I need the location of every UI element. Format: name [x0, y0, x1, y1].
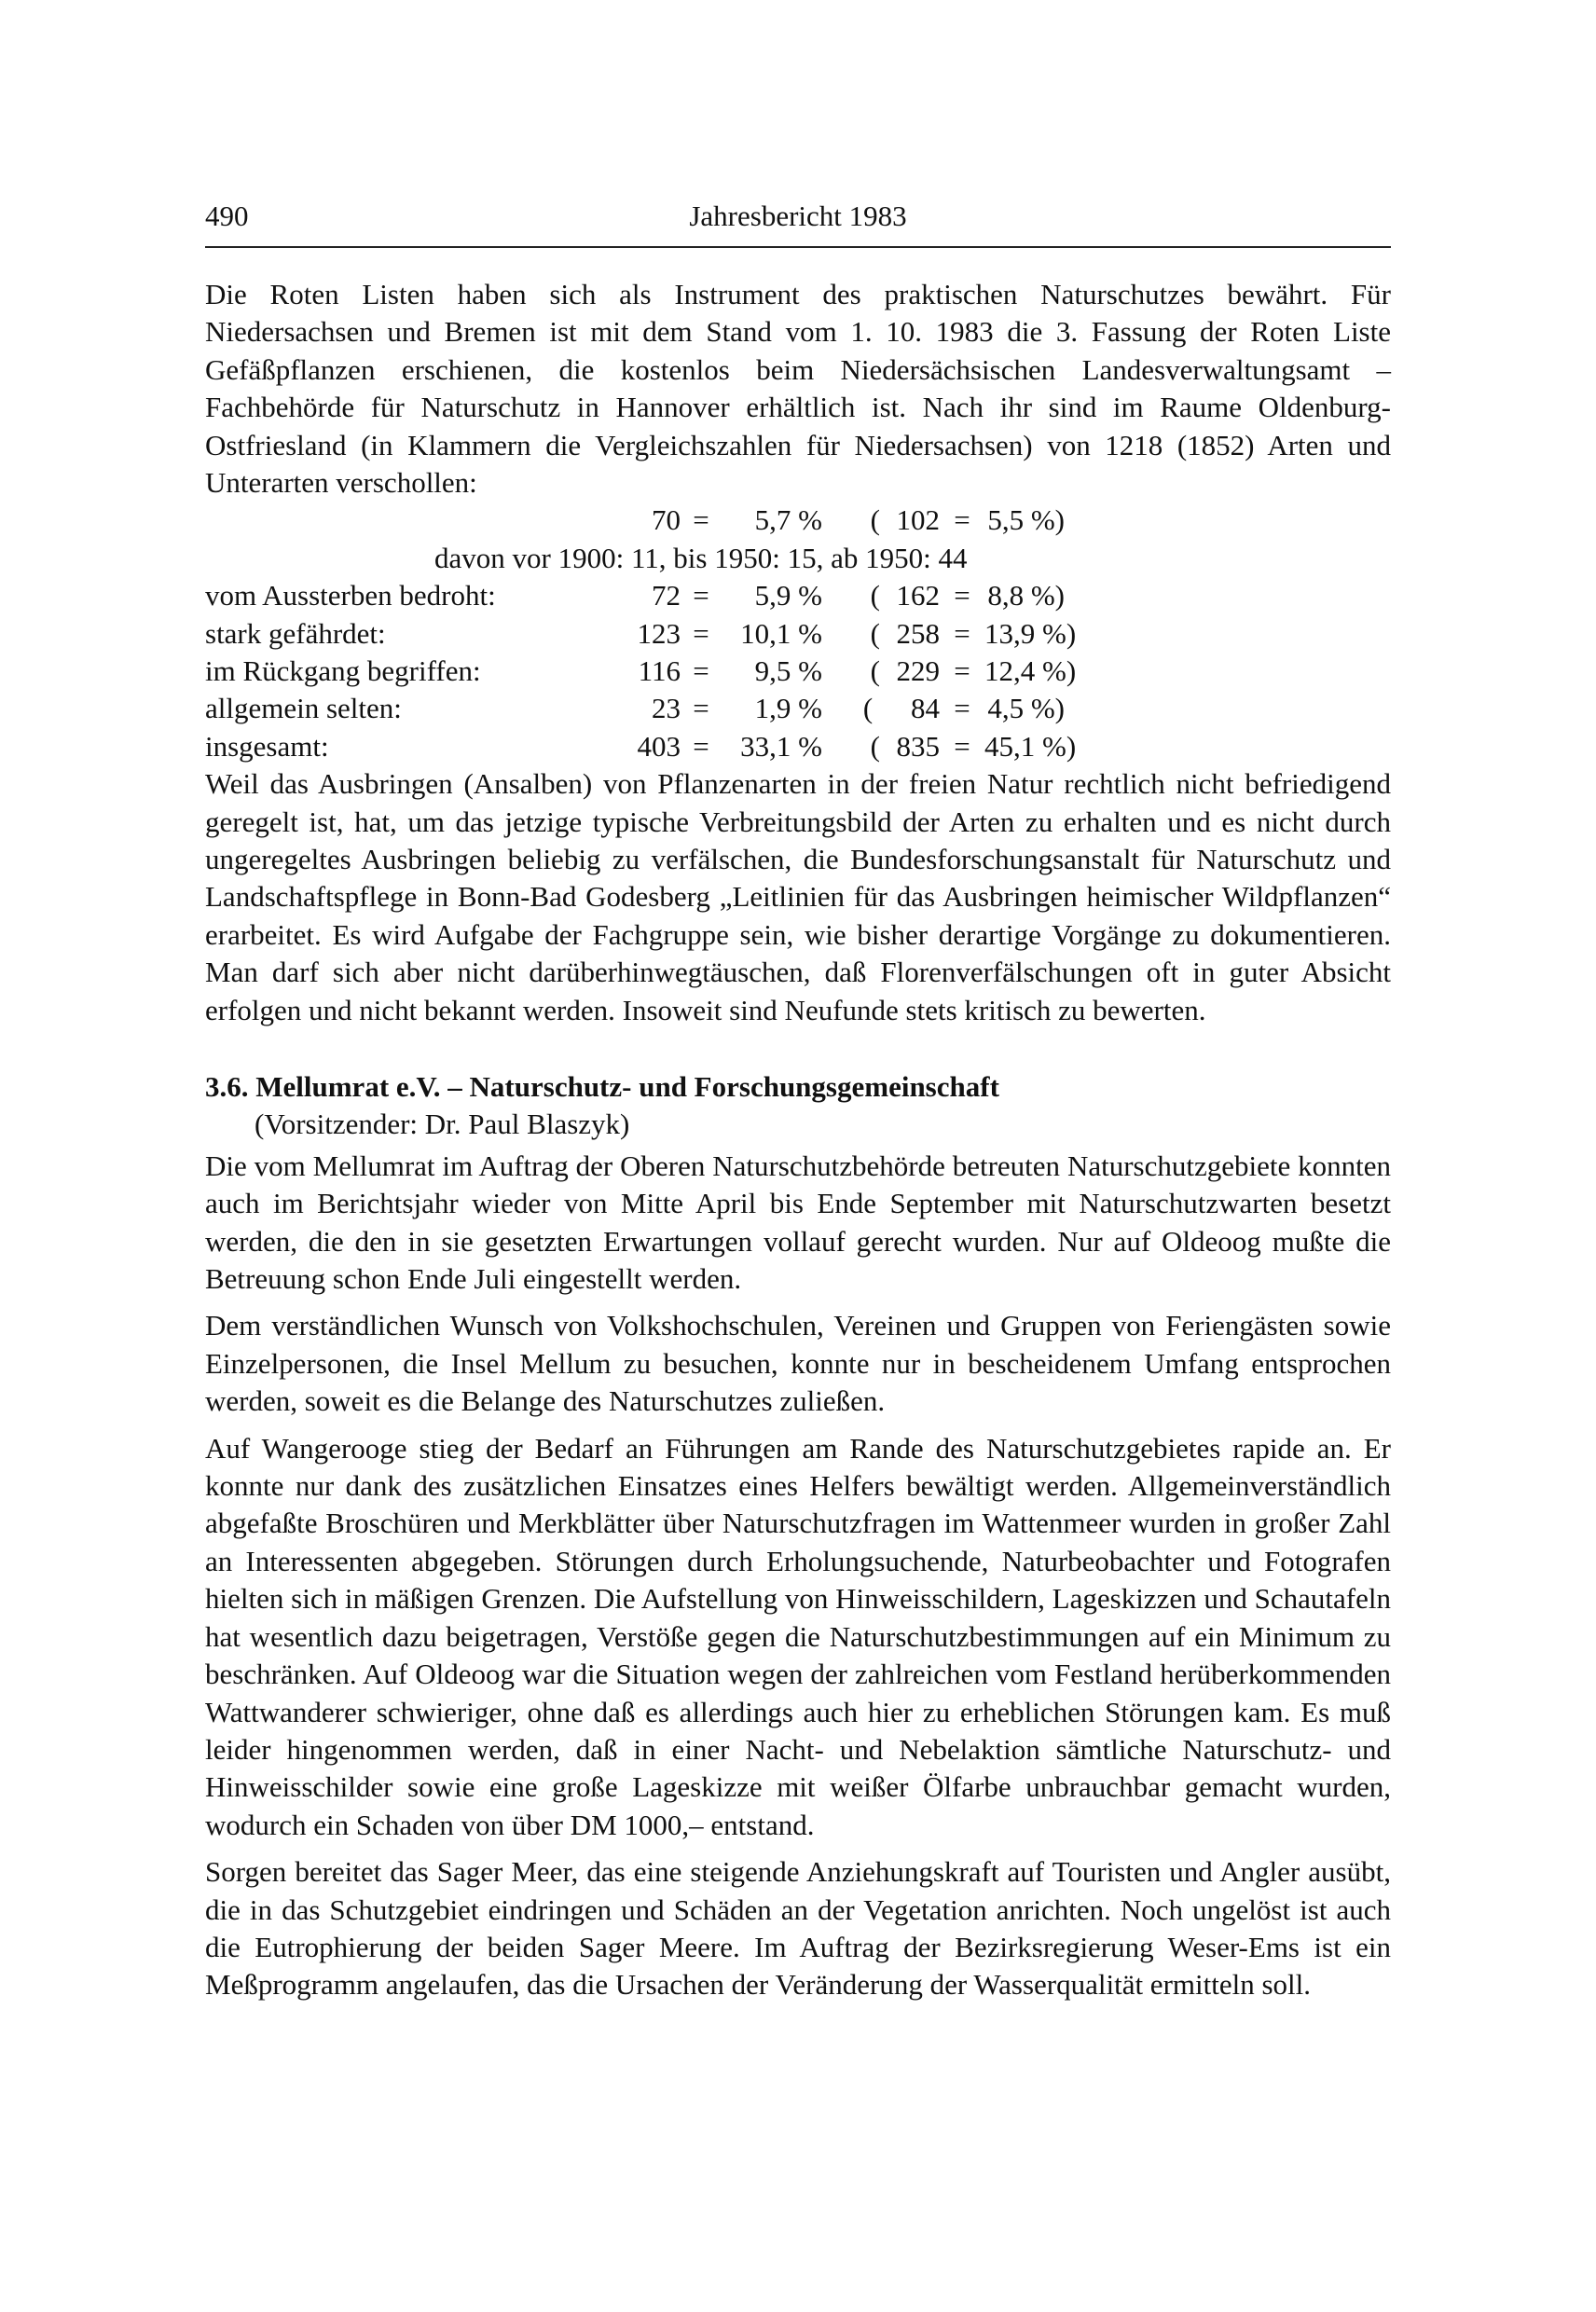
section-heading	[205, 1068, 1391, 1106]
stats-count-niedersachsen: 162	[896, 579, 940, 612]
stats-equals: =	[954, 692, 970, 725]
stats-equals: =	[693, 616, 709, 650]
body-paragraph: Die vom Mellumrat im Auftrag der Oberen Naturschutzbehörde betreuten Naturschutzgebiete konnten auch im Berichtsjahr wieder von Mitte April bis Ende September mit Naturschutzwarten besetzt werden, die den in sie gesetzten Erwartungen vollauf gerecht wurden. Nur auf Oldeoog mußte die Betreuung schon Ende Juli eingestellt werden.	[205, 1149, 1391, 1296]
stats-count: 116	[638, 654, 681, 687]
stats-percent: 5,7 %	[754, 503, 822, 537]
stats-count: 403	[637, 729, 681, 763]
stats-row-selten	[205, 690, 1391, 727]
stats-equals: =	[693, 692, 709, 725]
stats-row-verschollen	[205, 502, 1391, 539]
page-number: 490	[205, 200, 249, 232]
stats-label: stark gefährdet:	[205, 616, 386, 650]
stats-open-paren: (	[870, 654, 880, 687]
stats-open-paren: (	[870, 579, 880, 612]
ausbringen-paragraph: Weil das Ausbringen (Ansalben) von Pflanzenarten in der freien Natur rechtlich nicht befriedigend geregelt ist, hat, um das jetzige typische Verbreitungsbild der Arten zu erhalten und es nicht durch ungeregeltes Ausbringen beliebig zu verfälschen, die Bundesforschungsanstalt für Naturschutz und Landschaftspflege in Bonn-Bad Godesberg „Leitlinien für das Ausbringen heimischer Wildpflanzen“ erarbeitet. Es wird Aufgabe der Fachgruppe sein, wie bisher derartige Vorgänge zu dokumentieren. Man darf sich aber nicht darüberhinwegtäuschen, daß Florenverfälschungen oft in guter Absicht erfolgen und nicht bekannt werden. Insoweit sind Neufunde stets kritisch zu bewerten.	[205, 767, 1391, 1026]
body-paragraph: Dem verständlichen Wunsch von Volkshochschulen, Vereinen und Gruppen von Feriengästen sowie Einzelpersonen, die Insel Mellum zu besuchen, konnte nur in bescheidenem Umfang entsprochen werden, soweit es die Belange des Naturschutzes zuließen.	[205, 1309, 1391, 1418]
stats-percent: 33,1 %	[740, 729, 822, 763]
body-paragraph: Auf Wangerooge stieg der Bedarf an Führungen am Rande des Naturschutzgebietes rapide an. Er konnte nur dank des zusätzlichen Einsatzes eines Helfers bewältigt werden. Allgemeinverständlich abgefaßte Broschüren und Merkblätter über Naturschutzfragen im Wattenmeer wurden in großer Zahl an Interessenten abgegeben. Störungen durch Erholungsuchende, Naturbeobachter und Fotografen hielten sich in mäßigen Grenzen. Die Aufstellung von Hinweisschildern, Lageskizzen und Schautafeln hat wesentlich dazu beigetragen, Verstöße gegen die Naturschutzbestimmungen auf ein Minimum zu beschränken. Auf Oldeoog war die Situation wegen der zahlreichen vom Festland herüberkommenden Wattwanderer schwieriger, ohne daß es allerdings auch hier zu erheblichen Störungen kam. Es muß leider hingenommen werden, daß in einer Nacht- und Nebelaktion sämtliche Naturschutz- und Hinweisschilder sowie eine große Lageskizze mit weißer Ölfarbe unbrauchbar gemacht wurden, wodurch ein Schaden von über DM 1000,– entstand.	[205, 1431, 1391, 1841]
stats-percent: 9,5 %	[754, 654, 822, 687]
stats-note: davon vor 1900: 11, bis 1950: 15, ab 1950: 44	[434, 541, 968, 574]
stats-count-niedersachsen: 258	[896, 616, 940, 650]
stats-row-gefaehrdet	[205, 615, 1391, 653]
stats-equals: =	[693, 579, 709, 612]
stats-percent-niedersachsen: 5,5 %)	[987, 503, 1065, 537]
stats-row-insgesamt	[205, 728, 1391, 765]
stats-count: 23	[652, 692, 681, 725]
stats-open-paren: (	[862, 692, 880, 725]
body-paragraph: Sorgen bereitet das Sager Meer, das eine steigende Anziehungskraft auf Touristen und Angler ausübt, die in das Schutzgebiet eindringen und Schäden an der Vegetation anrichten. Noch ungelöst ist auch die Eutrophierung der beiden Sager Meere. Im Auftrag der Bezirksregierung Weser-Ems ist ein Meßprogramm angelaufen, das die Ursachen der Veränderung der Wasserqualität ermitteln soll.	[205, 1855, 1391, 2002]
stats-note-row	[205, 540, 1391, 577]
stats-percent-niedersachsen: 8,8 %)	[987, 579, 1065, 612]
stats-label: insgesamt:	[205, 729, 329, 763]
stats-percent-niedersachsen: 45,1 %)	[984, 729, 1077, 763]
stats-equals: =	[693, 654, 709, 687]
stats-count: 123	[637, 616, 681, 650]
stats-open-paren: (	[870, 616, 880, 650]
section-chair: (Vorsitzender: Dr. Paul Blaszyk)	[255, 1108, 630, 1141]
extinction-statistics	[205, 502, 1391, 765]
stats-percent: 5,9 %	[754, 579, 822, 612]
stats-percent-niedersachsen: 12,4 %)	[984, 654, 1077, 687]
stats-open-paren: (	[870, 503, 880, 537]
stats-label	[205, 502, 578, 539]
stats-percent: 10,1 %	[740, 616, 822, 650]
stats-count-niedersachsen: 102	[896, 503, 940, 537]
stats-count: 70	[652, 503, 681, 537]
intro-paragraph: Die Roten Listen haben sich als Instrument des praktischen Naturschutzes bewährt. Für Niedersachsen und Bremen ist mit dem Stand vom 1. 10. 1983 die 3. Fassung der Roten Liste Gefäßpflanzen erschienen, die kostenlos beim Niedersächsischen Landesverwaltungsamt – Fachbehörde für Naturschutz in Hannover erhältlich ist. Nach ihr sind im Raume Oldenburg-Ostfriesland (in Klammern die Vergleichszahlen für Niedersachsen) von 1218 (1852) Arten und Unterarten verschollen:	[205, 278, 1391, 500]
stats-row-rueckgang	[205, 653, 1391, 690]
stats-equals: =	[954, 503, 970, 537]
stats-count-niedersachsen: 84	[911, 692, 940, 725]
stats-count-niedersachsen: 835	[896, 729, 940, 763]
running-title: Jahresbericht 1983	[689, 200, 907, 232]
stats-percent: 1,9 %	[754, 692, 822, 725]
stats-percent-niedersachsen: 13,9 %)	[984, 616, 1077, 650]
stats-label: im Rückgang begriffen:	[205, 654, 481, 687]
section-title: 3.6. Mellumrat e.V. – Naturschutz- und Forschungsgemeinschaft	[205, 1070, 999, 1104]
stats-open-paren: (	[870, 729, 880, 763]
stats-row-bedroht	[205, 577, 1391, 614]
stats-count-niedersachsen: 229	[896, 654, 940, 687]
stats-label: vom Aussterben bedroht:	[205, 579, 496, 612]
stats-equals: =	[693, 729, 709, 763]
stats-equals: =	[954, 654, 970, 687]
stats-equals: =	[954, 729, 970, 763]
stats-equals: =	[954, 579, 970, 612]
page-body	[205, 276, 1391, 2004]
running-header	[205, 194, 1391, 248]
stats-equals: =	[693, 503, 709, 537]
stats-percent-niedersachsen: 4,5 %)	[987, 692, 1065, 725]
stats-label: allgemein selten:	[205, 692, 402, 725]
stats-equals: =	[954, 616, 970, 650]
stats-count: 72	[652, 579, 681, 612]
